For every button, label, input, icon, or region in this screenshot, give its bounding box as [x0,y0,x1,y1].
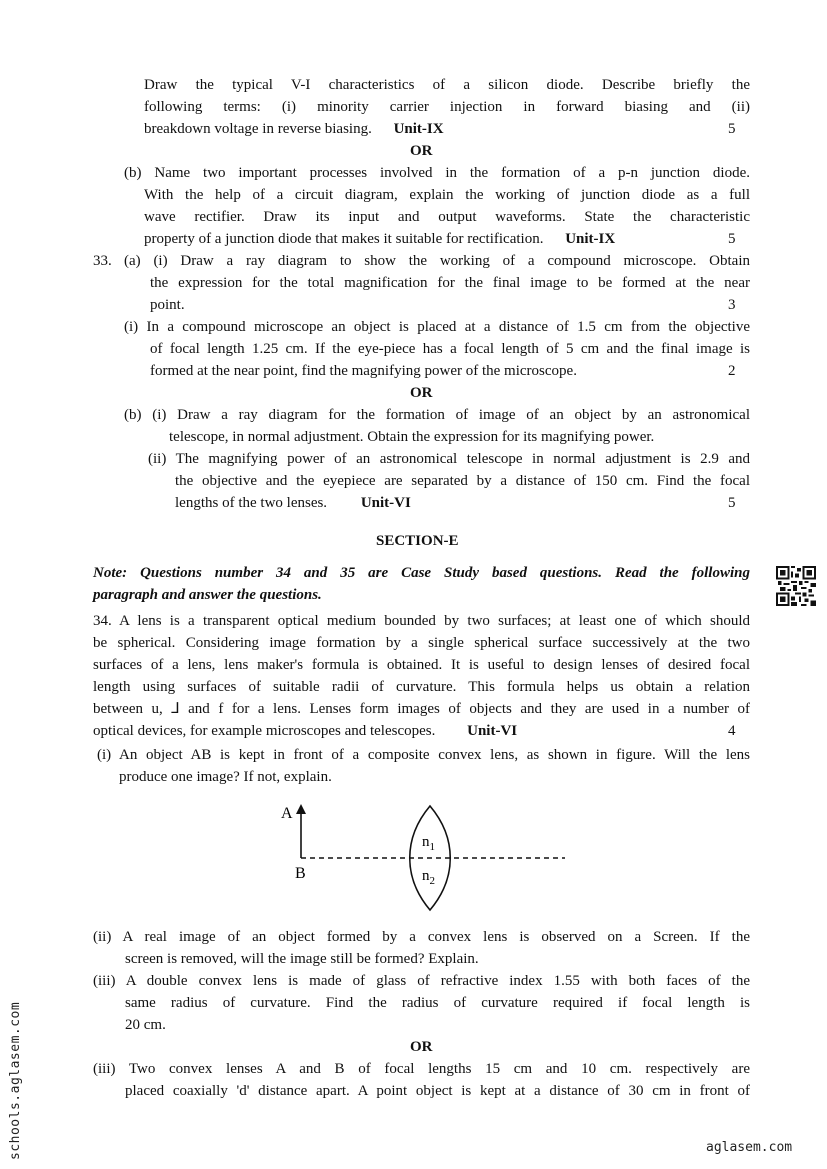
q33-unit: Unit-VI [360,495,411,511]
or-divider-3: OR [410,1039,433,1055]
q33a-marks: 3 [728,297,736,313]
q33b-ii-line-3-text: lengths of the two lenses. [175,495,328,511]
q34-para-line-4: length using surfaces of suitable radii of curvature. This formula helps us obtain a relation [93,679,750,695]
q33a-line-2: the expression for the total magnification for the final image to be formed at the near [150,275,750,291]
q33a-ii-marks: 2 [728,363,736,379]
q33b-line-1: (b) (i) Draw a ray diagram for the formation of image of an object by an astronomical [124,407,750,423]
label-n1-n: n [422,834,430,850]
q32a-line-1: Draw the typical V-I characteristics of a silicon diode. Describe briefly the [144,77,750,93]
q34-para-line-6 [93,720,517,742]
q33a-ii-line-1: (i) In a compound microscope an object is placed at a distance of 1.5 cm from the objective [124,319,750,335]
q32a-line-3 [144,118,444,140]
q34-marks: 4 [728,723,736,739]
q33a-line-1: (a) (i) Draw a ray diagram to show the working of a compound microscope. Obtain [124,253,750,269]
object-arrow-ab [296,804,306,858]
note-line-2: paragraph and answer the questions. [93,587,322,603]
q33a-ii-line-3: formed at the near point, find the magnifying power of the microscope. [150,363,577,379]
q32a-line-2: following terms: (i) minority carrier injection in forward biasing and (ii) [144,99,750,115]
label-n2-n: n [422,868,430,884]
or-divider-2: OR [410,385,433,401]
q33-number: 33. [93,253,112,269]
q32b-line-2: With the help of a circuit diagram, explain the working of junction diode as a full [144,187,750,203]
q33a-line-3: point. [150,297,185,313]
q34-ii-line-1: (ii) A real image of an object formed by a convex lens is observed on a Screen. If the [93,929,750,945]
q34-iii-line-1: (iii) A double convex lens is made of glass of refractive index 1.55 with both faces of the [93,973,750,989]
q32b-line-4 [144,228,615,250]
q33b-ii-line-3 [175,492,411,514]
q34-ii-line-2: screen is removed, will the image still be formed? Explain. [125,951,479,967]
q34-para-line-1: 34. A lens is a transparent optical medium bounded by two surfaces; at least one of which should [93,613,750,629]
q32a-line-3-text: breakdown voltage in reverse biasing. [144,121,372,137]
label-n2-sub: 2 [429,875,435,887]
q32a-unit: Unit-IX [393,121,444,137]
q32b-line-4-text: property of a junction diode that makes it suitable for rectification. [144,231,544,247]
q33b-ii-line-1: (ii) The magnifying power of an astronomical telescope in normal adjustment is 2.9 and [148,451,750,467]
q32b-unit: Unit-IX [565,231,616,247]
q34-iii-alt-line-2: placed coaxially 'd' distance apart. A point object is kept at a distance of 30 cm in front of [125,1083,750,1099]
q34-para-line-5: between u, ⅃ and f for a lens. Lenses form images of objects and they are used in a number of [93,701,750,717]
side-watermark: schools.aglasem.com [8,1001,23,1160]
q34-i-line-1: (i) An object AB is kept in front of a composite convex lens, as shown in figure. Will the lens [97,747,750,763]
q33b-line-2: telescope, in normal adjustment. Obtain the expression for its magnifying power. [169,429,655,445]
q32a-marks: 5 [728,121,736,137]
bottom-watermark: aglasem.com [706,1140,793,1155]
label-n2 [422,868,435,887]
q33b-ii-line-2: the objective and the eyepiece are separated by a distance of 150 cm. Find the focal [175,473,750,489]
q32b-line-3: wave rectifier. Draw its input and output waveforms. State the characteristic [144,209,750,225]
q34-i-line-2: produce one image? If not, explain. [119,769,332,785]
q32b-marks: 5 [728,231,736,247]
q33-marks: 5 [728,495,736,511]
q34-unit: Unit-VI [467,723,518,739]
label-b: B [295,865,306,882]
qr-code-icon [776,566,816,606]
composite-lens-figure [270,798,580,918]
q34-para-line-3: surfaces of a lens, lens maker's formula is obtained. It is useful to design lenses of desired focal [93,657,750,673]
label-a: A [281,805,293,822]
q34-iii-line-3: 20 cm. [125,1017,166,1033]
label-n1-sub: 1 [429,841,435,853]
q34-para-line-2: be spherical. Considering image formation by a single spherical surface successively at the two [93,635,750,651]
q34-iii-alt-line-1: (iii) Two convex lenses A and B of focal lengths 15 cm and 10 cm. respectively are [93,1061,750,1077]
q34-iii-line-2: same radius of curvature. Find the radius of curvature required if focal length is [125,995,750,1011]
q34-para-line-6-text: optical devices, for example microscopes and telescopes. [93,723,436,739]
q32b-line-1: (b) Name two important processes involved in the formation of a p-n junction diode. [124,165,750,181]
q33a-ii-line-2: of focal length 1.25 cm. If the eye-piece has a focal length of 5 cm and the final image is [150,341,750,357]
section-e-heading: SECTION-E [376,533,459,549]
label-n1 [422,834,435,853]
note-line-1: Note: Questions number 34 and 35 are Case Study based questions. Read the following [93,565,750,581]
or-divider-1: OR [410,143,433,159]
